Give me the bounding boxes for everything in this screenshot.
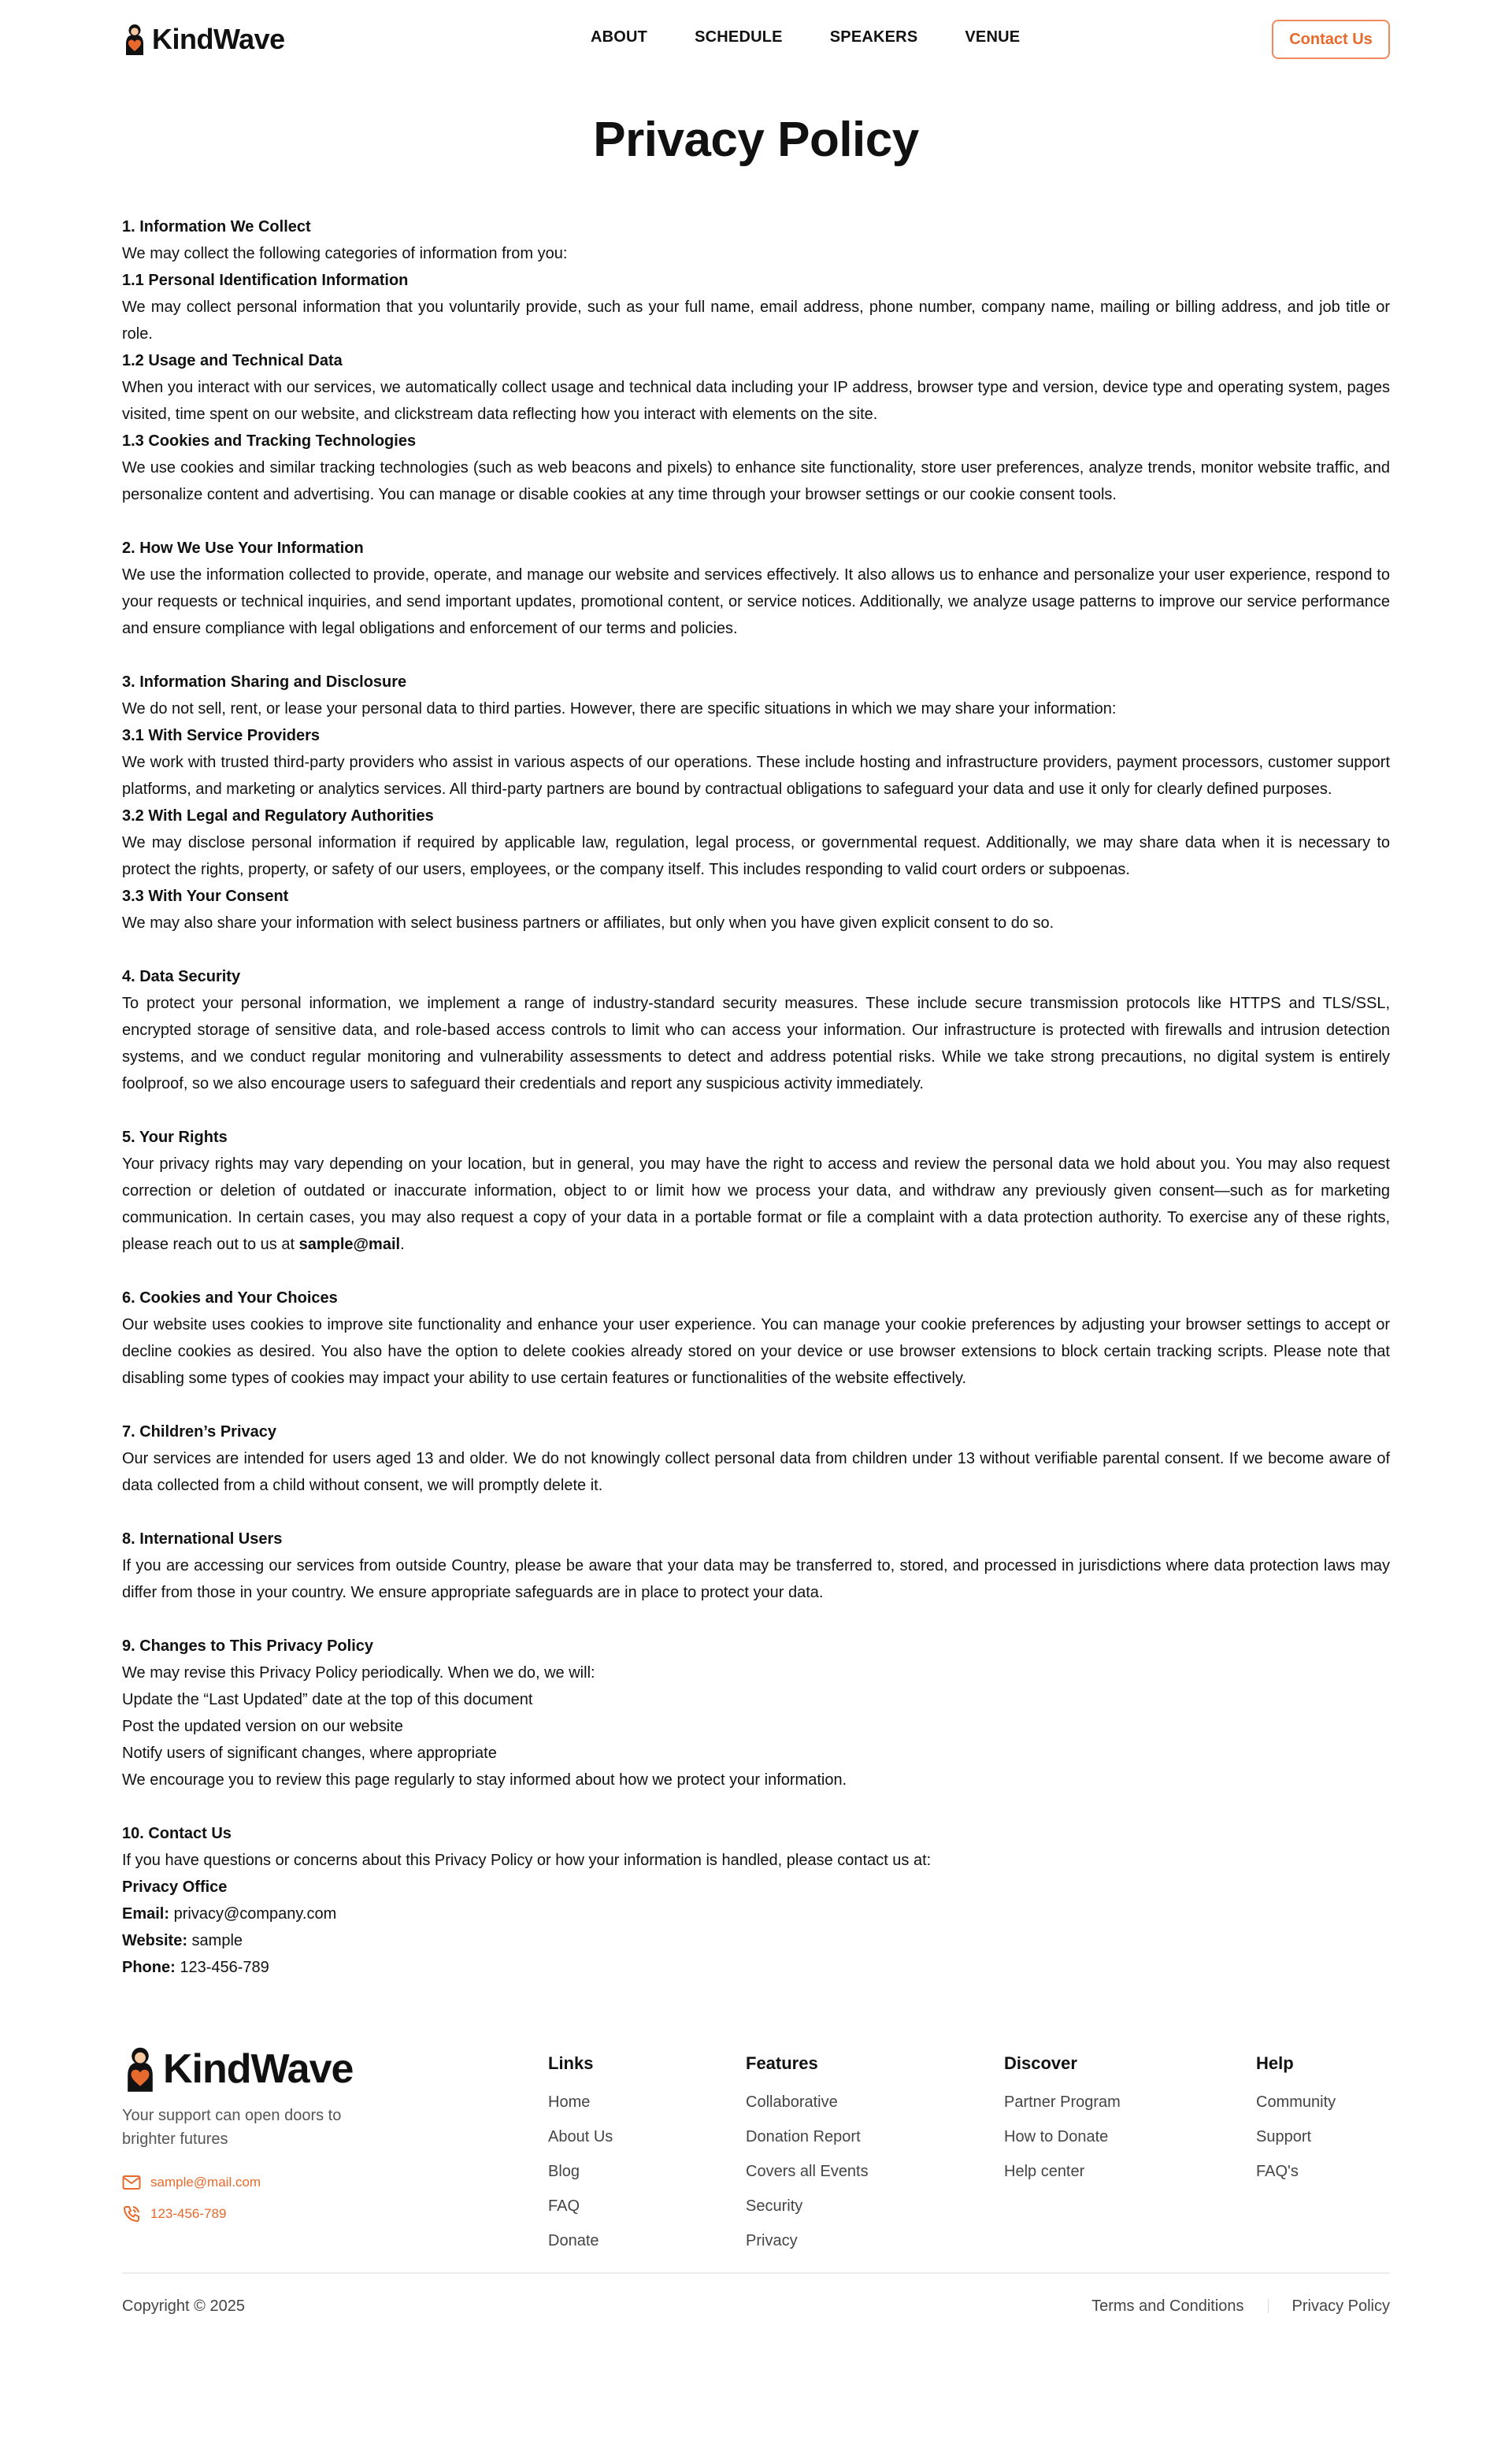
section-intro: We may collect the following categories of information from you:: [122, 245, 568, 262]
subsection-body: We may also share your information with select business partners or affiliates, but only when you have given explicit consent to do so.: [122, 914, 1054, 932]
section-your-rights: [122, 1124, 1390, 1258]
footer-email: sample@mail.com: [150, 2175, 261, 2190]
brand-name: KindWave: [152, 23, 285, 55]
section-body: Our services are intended for users aged 13 and older. We do not knowingly collect personal data from children under 13 without verifiable parental consent. If we become aware of data collected from a child without consent, we will promptly delete it.: [122, 1450, 1390, 1494]
footer-link-donation-report[interactable]: Donation Report: [746, 2128, 861, 2145]
privacy-office-label: Privacy Office: [122, 1878, 228, 1896]
page-container: [122, 0, 1390, 2338]
section-title: 10. Contact Us: [122, 1825, 232, 1842]
list-item: Post the updated version on our website: [122, 1718, 403, 1735]
contact-phone[interactable]: 123-456-789: [180, 1959, 269, 1976]
list-item: Notify users of significant changes, where appropriate: [122, 1745, 497, 1762]
subsection-body: When you interact with our services, we automatically collect usage and technical data including your IP address, browser type and version, device type and operating system, pages visited, time spent on our website, and clickstream data reflecting how you interact with elements on the site.: [122, 379, 1390, 423]
contact-email-row: [122, 1901, 1390, 1927]
column-title: Features: [746, 2053, 818, 2073]
section-information-we-collect: [122, 213, 1390, 508]
section-title: 5. Your Rights: [122, 1129, 228, 1146]
copyright: Copyright © 2025: [122, 2297, 245, 2315]
nav-about[interactable]: ABOUT: [591, 28, 648, 46]
section-international-users: [122, 1526, 1390, 1606]
section-title: 6. Cookies and Your Choices: [122, 1289, 338, 1307]
footer-logo[interactable]: [122, 2045, 358, 2093]
footer-column-links: [548, 2053, 613, 2258]
section-body: We use the information collected to provide, operate, and manage our website and services effectively. It also allows us to enhance and personalize your user experience, respond to your requests or technical inquiries, and send important updates, promotional content, or service notices. Additionally, we analyze usage patterns to improve our service performance and ensure compliance with legal obligations and enforcement of our terms and policies.: [122, 566, 1390, 637]
section-intro: We may revise this Privacy Policy periodically. When we do, we will:: [122, 1664, 595, 1682]
contact-website-row: [122, 1927, 1390, 1954]
rights-email: sample@mail: [298, 1236, 401, 1253]
footer-link-covers-all-events[interactable]: Covers all Events: [746, 2163, 869, 2180]
footer-phone: 123-456-789: [150, 2206, 227, 2221]
site-footer: [122, 2039, 1390, 2338]
section-title: 3. Information Sharing and Disclosure: [122, 673, 407, 691]
main-nav: [591, 28, 1020, 46]
footer-contact: [122, 2167, 358, 2230]
footer-link-community[interactable]: Community: [1256, 2093, 1336, 2111]
section-title: 9. Changes to This Privacy Policy: [122, 1637, 374, 1655]
contact-us-button[interactable]: Contact Us: [1272, 20, 1390, 59]
footer-phone-row[interactable]: [122, 2198, 358, 2230]
section-body: To protect your personal information, we implement a range of industry-standard security measures. These include secure transmission protocols like HTTPS and TLS/SSL, encrypted storage of sensitive data, and role-based access controls to limit who can access your information. Our infrastructure is protected with firewalls and intrusion detection systems, and we conduct regular monitoring and vulnerability assessments to detect and address potential risks. While we take strong precautions, no digital system is entirely foolproof, so we also encourage users to safeguard their credentials and report any suspicious activity immediately.: [122, 995, 1390, 1092]
section-body: Our website uses cookies to improve site functionality and enhance your user experience. You can manage your cookie preferences by adjusting your browser settings to accept or decline cookies as desired. You also have the option to delete cookies already stored on your device or use browser extensions to block certain tracking scripts. Please note that disabling some types of cookies may impact your ability to use certain features or functionalities of the website effectively.: [122, 1316, 1390, 1387]
footer-link-security[interactable]: Security: [746, 2197, 803, 2215]
section-childrens-privacy: [122, 1418, 1390, 1499]
subsection-title: 3.3 With Your Consent: [122, 888, 289, 905]
site-header: [122, 0, 1390, 79]
phone-label: Phone:: [122, 1959, 176, 1976]
nav-speakers[interactable]: SPEAKERS: [829, 28, 918, 46]
subsection-body: We use cookies and similar tracking technologies (such as web beacons and pixels) to enhance site functionality, store user preferences, analyze trends, monitor website traffic, and personalize content and advertising. You can manage or disable cookies at any time through your browser settings or our cookie consent tools.: [122, 459, 1390, 503]
footer-tagline: Your support can open doors to brighter futures: [122, 2107, 342, 2148]
section-how-we-use: [122, 535, 1390, 642]
footer-link-faq[interactable]: FAQ: [548, 2197, 580, 2215]
subsection-title: 1.2 Usage and Technical Data: [122, 352, 343, 369]
nav-schedule[interactable]: SCHEDULE: [695, 28, 783, 46]
footer-link-blog[interactable]: Blog: [548, 2163, 580, 2180]
contact-phone-row: [122, 1954, 1390, 1981]
section-policy-changes: [122, 1633, 1390, 1793]
privacy-office: [122, 1874, 1390, 1901]
subsection-body: We work with trusted third-party providers who assist in various aspects of our operations. These include hosting and infrastructure providers, payment processors, customer support platforms, and marketing or analytics services. All third-party partners are bound by contractual obligations to safeguard your data and use it only for clearly defined purposes.: [122, 754, 1390, 798]
footer-link-support[interactable]: Support: [1256, 2128, 1312, 2145]
terms-link[interactable]: Terms and Conditions: [1091, 2297, 1244, 2315]
footer-link-how-to-donate[interactable]: How to Donate: [1004, 2128, 1109, 2145]
section-body: [122, 1151, 1390, 1258]
section-body: If you are accessing our services from outside Country, please be aware that your data may be transferred to, stored, and processed in jurisdictions where data protection laws may differ from those in your country. We ensure appropriate safeguards are in place to protect your data.: [122, 1557, 1390, 1601]
section-title: 4. Data Security: [122, 968, 241, 985]
footer-email-row[interactable]: [122, 2167, 358, 2198]
column-title: Discover: [1004, 2053, 1077, 2073]
footer-link-donate[interactable]: Donate: [548, 2232, 599, 2249]
footer-link-collaborative[interactable]: Collaborative: [746, 2093, 838, 2111]
person-heart-logo-icon: [122, 2046, 158, 2092]
footer-column-features: [746, 2053, 869, 2258]
list-item: Update the “Last Updated” date at the top of this document: [122, 1691, 533, 1708]
section-cookies-choices: [122, 1285, 1390, 1392]
footer-column-discover: [1004, 2053, 1121, 2189]
column-title: Links: [548, 2053, 594, 2073]
privacy-policy-link[interactable]: Privacy Policy: [1292, 2297, 1390, 2315]
footer-link-help-center[interactable]: Help center: [1004, 2163, 1085, 2180]
subsection-body: We may disclose personal information if required by applicable law, regulation, legal process, or governmental request. Additionally, we may share data when it is necessary to protect the rights, property, or safety of our users, employees, or the company itself. This includes responding to valid court orders or subpoenas.: [122, 834, 1390, 878]
policy-content: [122, 213, 1390, 1981]
footer-link-partner-program[interactable]: Partner Program: [1004, 2093, 1121, 2111]
section-title: 1. Information We Collect: [122, 218, 311, 235]
phone-icon: [122, 2205, 141, 2223]
header-logo[interactable]: [122, 23, 285, 56]
contact-website[interactable]: sample: [191, 1932, 243, 1949]
section-title: 8. International Users: [122, 1530, 283, 1548]
website-label: Website:: [122, 1932, 187, 1949]
section-sharing-disclosure: [122, 669, 1390, 936]
footer-brand-name: KindWave: [163, 2046, 354, 2092]
nav-venue[interactable]: VENUE: [965, 28, 1021, 46]
email-label: Email:: [122, 1905, 170, 1923]
section-intro: We do not sell, rent, or lease your personal data to third parties. However, there are specific situations in which we may share your information:: [122, 700, 1117, 718]
section-data-security: [122, 963, 1390, 1097]
footer-link-privacy[interactable]: Privacy: [746, 2232, 798, 2249]
page-title: Privacy Policy: [593, 113, 919, 167]
subsection-title: 1.1 Personal Identification Information: [122, 272, 409, 289]
subsection-title: 1.3 Cookies and Tracking Technologies: [122, 432, 417, 450]
mail-icon: [122, 2175, 141, 2190]
rights-text: Your privacy rights may vary depending on your location, but in general, you may have the right to access and review the personal data we hold about you. You may also request correction or deletion of outdated or inaccurate information, object to or limit how we process your data, and withdraw any previously given consent—such as for marketing communication. In certain cases, you may also request a copy of your data in a portable format or file a complaint with a data protection authority. To exercise any of these rights, please reach out to us at: [122, 1155, 1390, 1253]
footer-column-help: [1256, 2053, 1336, 2189]
section-contact-us: [122, 1820, 1390, 1981]
rights-end: .: [400, 1236, 405, 1253]
legal-links: [1091, 2297, 1390, 2316]
footer-bottom: [122, 2274, 1390, 2338]
section-title: 7. Children’s Privacy: [122, 1423, 277, 1441]
footer-brand: [122, 2045, 358, 2230]
footer-link-about-us[interactable]: About Us: [548, 2128, 613, 2145]
contact-email[interactable]: privacy@company.com: [173, 1905, 337, 1923]
subsection-title: 3.2 With Legal and Regulatory Authorities: [122, 807, 434, 825]
legal-separator: [1268, 2299, 1269, 2313]
section-outro: We encourage you to review this page regularly to stay informed about how we protect your information.: [122, 1771, 847, 1789]
column-title: Help: [1256, 2053, 1294, 2073]
subsection-body: We may collect personal information that you voluntarily provide, such as your full name, email address, phone number, company name, mailing or billing address, and job title or role.: [122, 299, 1390, 343]
footer-link-faqs[interactable]: FAQ's: [1256, 2163, 1299, 2180]
person-heart-logo-icon: [122, 24, 147, 55]
footer-top: [122, 2039, 1390, 2272]
section-intro: If you have questions or concerns about this Privacy Policy or how your information is handled, please contact us at:: [122, 1852, 932, 1869]
subsection-title: 3.1 With Service Providers: [122, 727, 321, 744]
section-title: 2. How We Use Your Information: [122, 540, 364, 557]
footer-link-home[interactable]: Home: [548, 2093, 591, 2111]
